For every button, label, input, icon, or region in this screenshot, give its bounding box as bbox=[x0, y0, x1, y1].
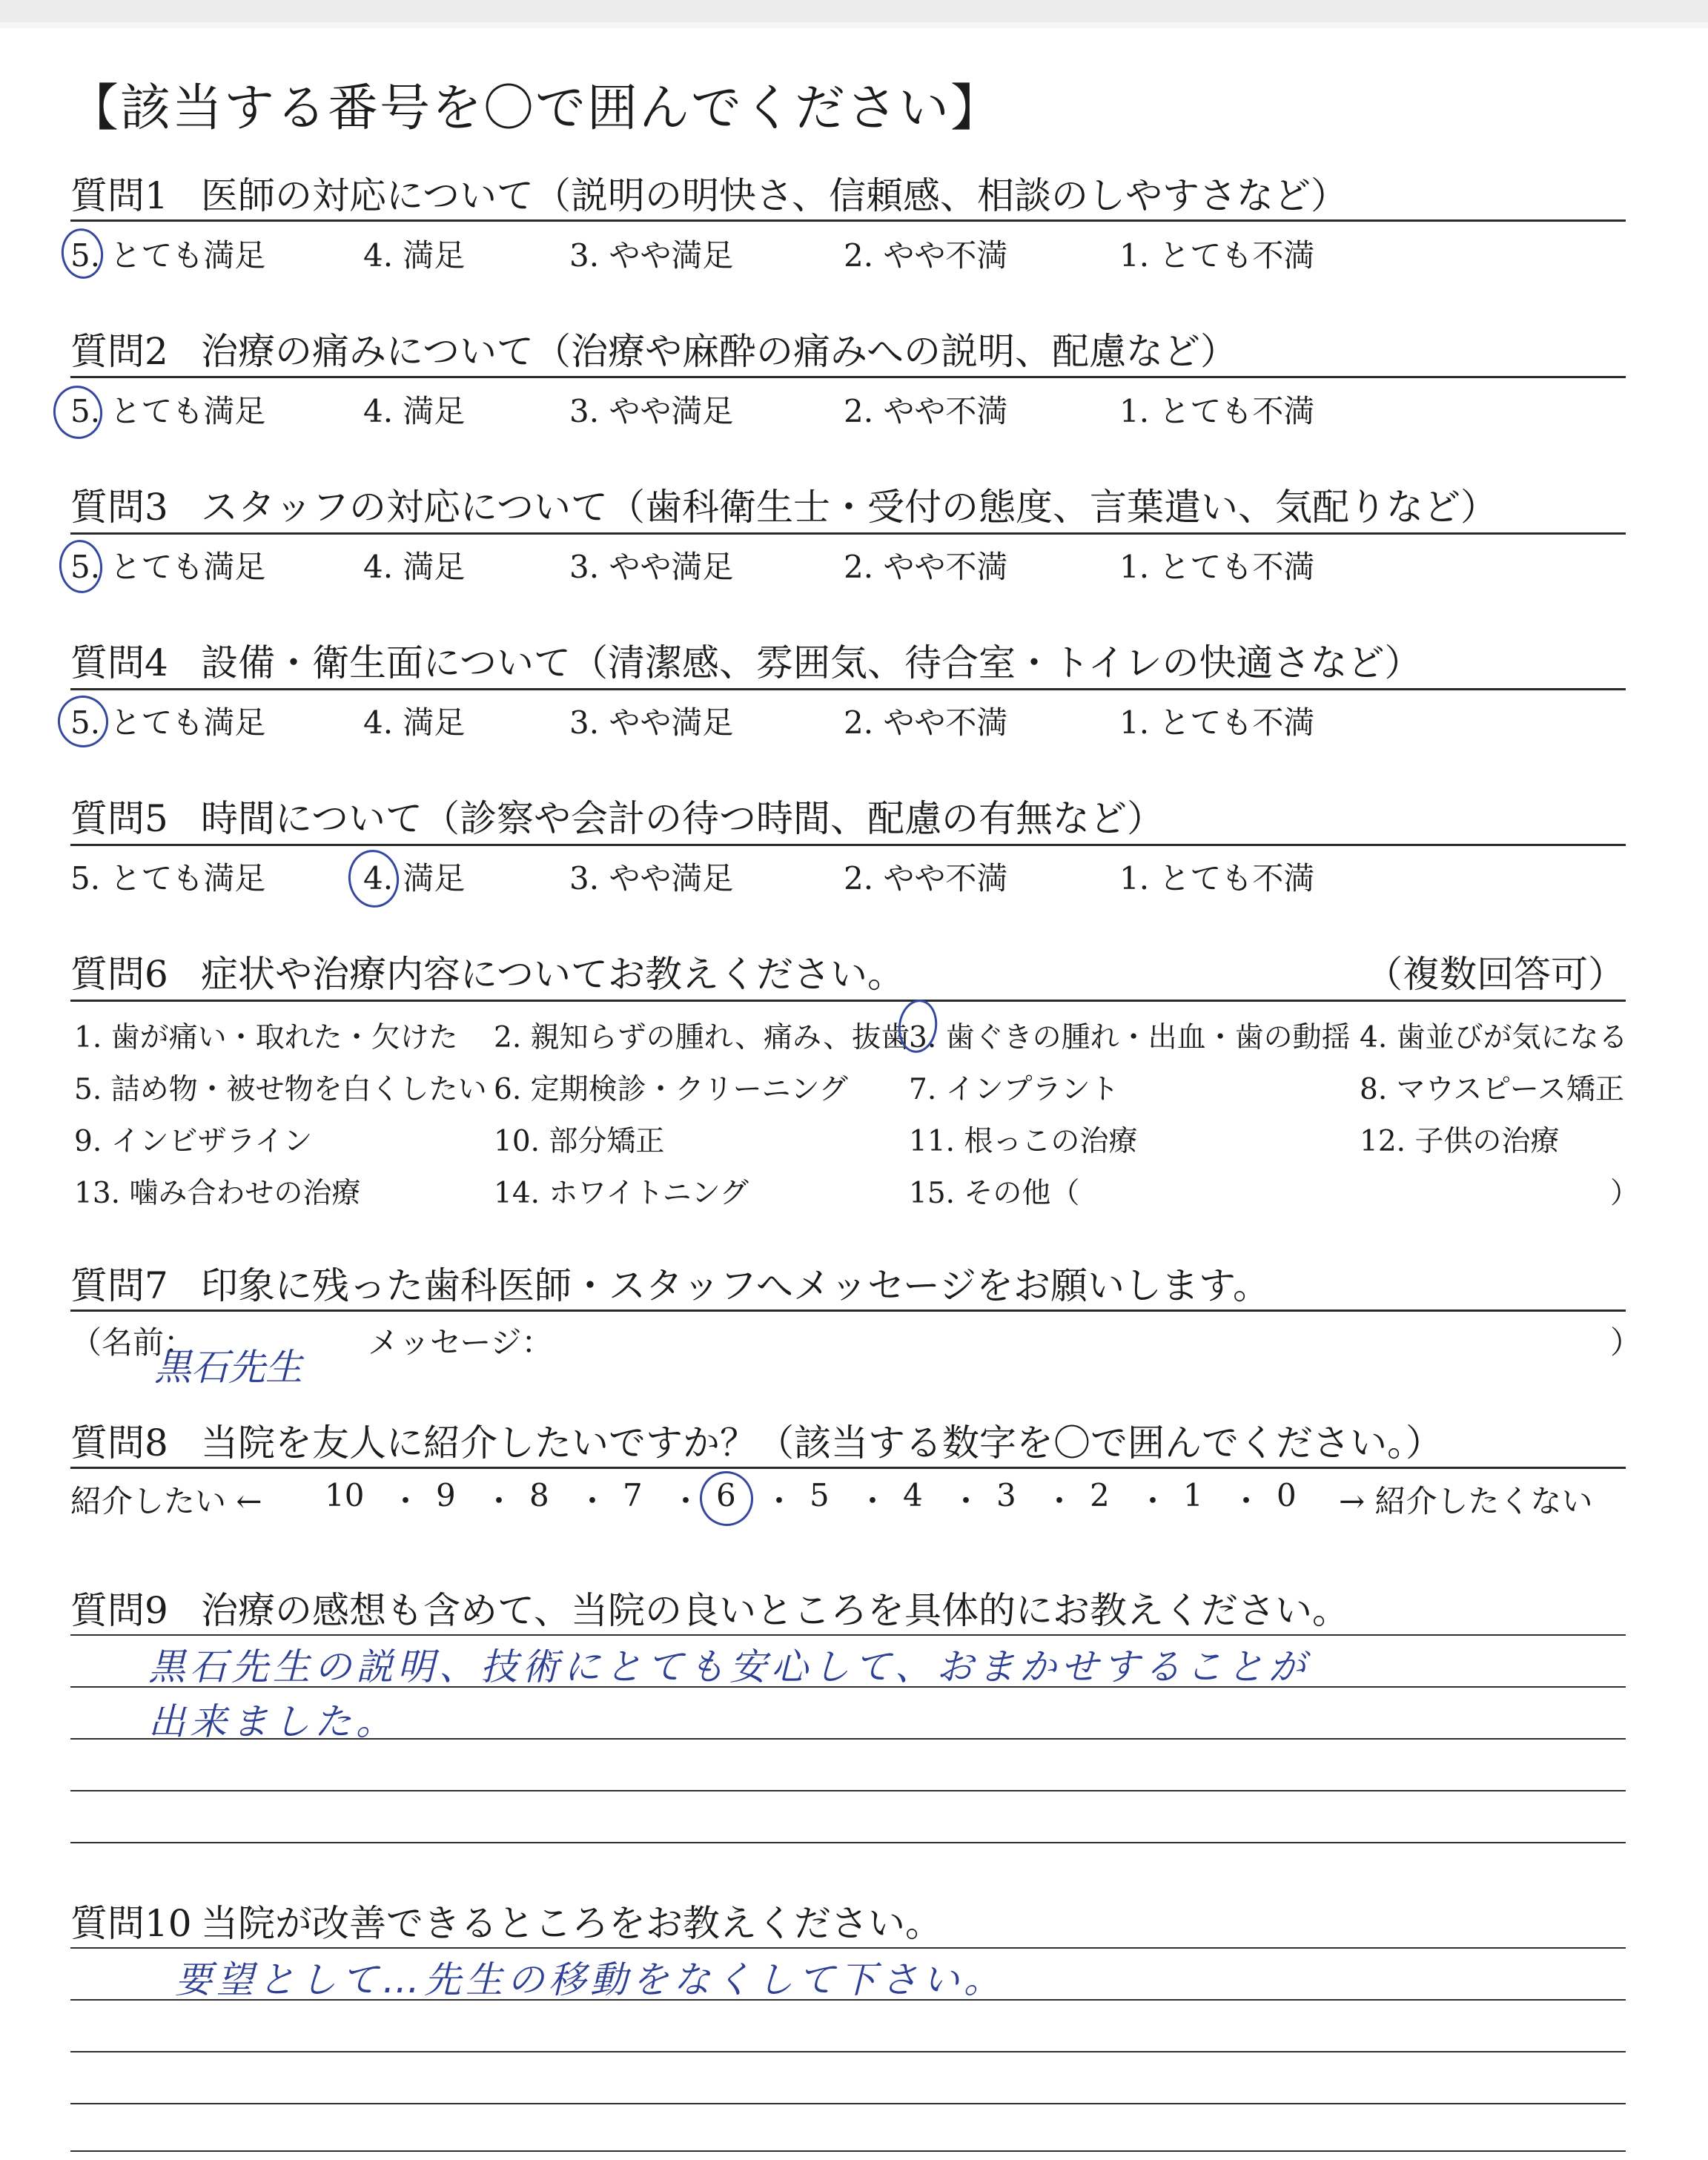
divider bbox=[70, 1000, 1626, 1002]
q4-option-3[interactable]: 3. やや満足 bbox=[569, 704, 734, 741]
q6-option-12[interactable]: 12. 子供の治療 bbox=[1360, 1125, 1560, 1158]
question-number: 質問6 bbox=[70, 953, 168, 996]
writing-line bbox=[70, 1790, 1626, 1791]
q2-option-3[interactable]: 3. やや満足 bbox=[569, 393, 734, 429]
writing-line bbox=[70, 2051, 1626, 2052]
q3-option-3[interactable]: 3. やや満足 bbox=[569, 549, 734, 585]
question-number: 質問10 bbox=[70, 1902, 192, 1945]
q6-option-14[interactable]: 14. ホワイトニング bbox=[494, 1177, 749, 1210]
scale-separator: ・ bbox=[950, 1483, 982, 1519]
q6-option-4[interactable]: 4. 歯並びが気になる bbox=[1360, 1021, 1628, 1054]
q6-option-3[interactable]: 3. 歯ぐきの腫れ・出血・歯の動揺 bbox=[909, 1021, 1351, 1054]
question-text: 当院を友人に紹介したいですか？（該当する数字を〇で囲んでください。） bbox=[201, 1421, 1443, 1464]
question-5 bbox=[70, 789, 1164, 842]
q5-option-1[interactable]: 1. とても不満 bbox=[1119, 860, 1315, 896]
q1-option-2[interactable]: 2. やや不満 bbox=[844, 237, 1008, 274]
recommend-left-label: 紹介したい ← bbox=[70, 1483, 262, 1519]
scale-separator: ・ bbox=[483, 1483, 515, 1519]
scale-separator: ・ bbox=[1231, 1483, 1262, 1519]
divider bbox=[70, 844, 1626, 846]
q4-option-2[interactable]: 2. やや不満 bbox=[844, 704, 1008, 741]
writing-line bbox=[70, 1842, 1626, 1843]
q1-option-1[interactable]: 1. とても不満 bbox=[1119, 237, 1315, 274]
q1-option-5[interactable]: 5. とても満足 bbox=[70, 237, 266, 274]
question-text: 治療の痛みについて（治療や麻酔の痛みへの説明、配慮など） bbox=[201, 330, 1237, 373]
scale-2[interactable]: 2 bbox=[1090, 1477, 1110, 1513]
question-number: 質問8 bbox=[70, 1421, 168, 1464]
writing-line bbox=[70, 2150, 1626, 2152]
q6-option-11[interactable]: 11. 根っこの治療 bbox=[909, 1125, 1138, 1158]
scale-separator: ・ bbox=[1137, 1483, 1169, 1519]
question-number: 質問5 bbox=[70, 797, 168, 840]
question-text: 医師の対応について（説明の明快さ、信頼感、相談のしやすさなど） bbox=[201, 174, 1348, 217]
writing-line bbox=[70, 2103, 1626, 2104]
q1-option-3[interactable]: 3. やや満足 bbox=[569, 237, 734, 274]
q5-option-5[interactable]: 5. とても満足 bbox=[70, 860, 266, 896]
scale-0[interactable]: 0 bbox=[1277, 1477, 1297, 1513]
scale-10[interactable]: 10 bbox=[325, 1477, 365, 1513]
question-9 bbox=[70, 1581, 1349, 1634]
scale-8[interactable]: 8 bbox=[529, 1477, 549, 1513]
divider bbox=[70, 1309, 1626, 1312]
scale-separator: ・ bbox=[670, 1483, 702, 1519]
q9-answer-line-2[interactable]: 出来ました。 bbox=[148, 1700, 397, 1743]
scale-1[interactable]: 1 bbox=[1183, 1477, 1203, 1513]
q3-option-2[interactable]: 2. やや不満 bbox=[844, 549, 1008, 585]
q2-option-2[interactable]: 2. やや不満 bbox=[844, 393, 1008, 429]
q5-option-3[interactable]: 3. やや満足 bbox=[569, 860, 734, 896]
question-number: 質問7 bbox=[70, 1264, 168, 1307]
name-label: （名前： bbox=[70, 1324, 196, 1361]
q6-option-8[interactable]: 8. マウスピース矯正 bbox=[1360, 1073, 1624, 1106]
q6-option-5[interactable]: 5. 詰め物・被せ物を白くしたい bbox=[74, 1073, 487, 1106]
scale-separator: ・ bbox=[390, 1483, 422, 1519]
question-number: 質問9 bbox=[70, 1589, 168, 1632]
scale-separator: ・ bbox=[764, 1483, 795, 1519]
scan-top-edge bbox=[0, 0, 1708, 28]
scale-7[interactable]: 7 bbox=[623, 1477, 643, 1513]
question-10 bbox=[70, 1894, 942, 1947]
scale-separator: ・ bbox=[857, 1483, 889, 1519]
writing-line bbox=[70, 1947, 1626, 1949]
multiple-answer-note: （複数回答可） bbox=[1366, 953, 1625, 996]
question-text: 時間について（診察や会計の待つ時間、配慮の有無など） bbox=[201, 797, 1164, 840]
question-8 bbox=[70, 1413, 1443, 1467]
q2-option-5[interactable]: 5. とても満足 bbox=[70, 393, 266, 429]
q2-option-4[interactable]: 4. 満足 bbox=[363, 393, 466, 429]
divider bbox=[70, 1467, 1626, 1469]
scale-5[interactable]: 5 bbox=[810, 1477, 830, 1513]
question-text: 印象に残った歯科医師・スタッフへメッセージをお願いします。 bbox=[201, 1264, 1270, 1307]
q5-option-4[interactable]: 4. 満足 bbox=[363, 860, 466, 896]
question-number: 質問2 bbox=[70, 330, 168, 373]
q4-option-4[interactable]: 4. 満足 bbox=[363, 704, 466, 741]
question-1 bbox=[70, 166, 1348, 219]
q5-option-2[interactable]: 2. やや不満 bbox=[844, 860, 1008, 896]
q10-answer-line-1[interactable]: 要望として…先生の移動をなくして下さい。 bbox=[175, 1958, 1005, 2001]
q6-option-9[interactable]: 9. インビザライン bbox=[74, 1125, 313, 1158]
recommend-right-label: → 紹介したくない bbox=[1339, 1483, 1593, 1519]
q3-option-1[interactable]: 1. とても不満 bbox=[1119, 549, 1315, 585]
scale-9[interactable]: 9 bbox=[436, 1477, 456, 1513]
divider bbox=[70, 219, 1626, 222]
scale-separator: ・ bbox=[1044, 1483, 1076, 1519]
q4-option-1[interactable]: 1. とても不満 bbox=[1119, 704, 1315, 741]
question-7 bbox=[70, 1256, 1270, 1309]
q9-answer-line-1[interactable]: 黒石先生の説明、技術にとても安心して、おまかせすることが bbox=[148, 1645, 1310, 1688]
question-number: 質問1 bbox=[70, 174, 168, 217]
scale-separator: ・ bbox=[577, 1483, 609, 1519]
scale-3[interactable]: 3 bbox=[996, 1477, 1016, 1513]
q6-option-1[interactable]: 1. 歯が痛い・取れた・欠けた bbox=[74, 1021, 458, 1054]
name-handwritten[interactable]: 黒石先生 bbox=[154, 1346, 302, 1389]
question-number: 質問3 bbox=[70, 486, 168, 529]
q6-option-6[interactable]: 6. 定期検診・クリーニング bbox=[494, 1073, 848, 1106]
divider bbox=[70, 376, 1626, 378]
question-text: 治療の感想も含めて、当院の良いところを具体的にお教えください。 bbox=[201, 1589, 1349, 1632]
question-4 bbox=[70, 633, 1422, 687]
q3-option-4[interactable]: 4. 満足 bbox=[363, 549, 466, 585]
scale-4[interactable]: 4 bbox=[903, 1477, 923, 1513]
q6-option-10[interactable]: 10. 部分矯正 bbox=[494, 1125, 665, 1158]
question-text: 症状や治療内容についてお教えください。 bbox=[201, 953, 904, 996]
question-number: 質問4 bbox=[70, 641, 168, 684]
q6-option-13[interactable]: 13. 噛み合わせの治療 bbox=[74, 1177, 361, 1210]
q8-selection-circle bbox=[695, 1467, 758, 1530]
question-text: 設備・衛生面について（清潔感、雰囲気、待合室・トイレの快適さなど） bbox=[201, 641, 1422, 684]
divider bbox=[70, 532, 1626, 535]
divider bbox=[70, 688, 1626, 690]
question-text: 当院が改善できるところをお教えください。 bbox=[201, 1902, 942, 1945]
q1-option-4[interactable]: 4. 満足 bbox=[363, 237, 466, 274]
question-text: スタッフの対応について（歯科衛生士・受付の態度、言葉遣い、気配りなど） bbox=[201, 486, 1497, 529]
q4-option-5[interactable]: 5. とても満足 bbox=[70, 704, 266, 741]
q6-option-15[interactable]: 15. その他（ bbox=[909, 1177, 1080, 1210]
q6-option-2[interactable]: 2. 親知らずの腫れ、痛み、抜歯 bbox=[494, 1021, 910, 1054]
q6-option-15-close: ） bbox=[1610, 1177, 1640, 1210]
message-close: ） bbox=[1610, 1324, 1642, 1361]
q6-option-7[interactable]: 7. インプラント bbox=[909, 1073, 1119, 1106]
scale-6[interactable]: 6 bbox=[716, 1477, 736, 1513]
page-title: 【該当する番号を〇で囲んでください】 bbox=[68, 79, 1003, 138]
question-3 bbox=[70, 478, 1497, 531]
q3-option-5[interactable]: 5. とても満足 bbox=[70, 549, 266, 585]
q2-option-1[interactable]: 1. とても不満 bbox=[1119, 393, 1315, 429]
question-6 bbox=[70, 945, 904, 998]
writing-line bbox=[70, 1634, 1626, 1636]
message-label: メッセージ： bbox=[368, 1324, 553, 1361]
question-2 bbox=[70, 322, 1237, 375]
